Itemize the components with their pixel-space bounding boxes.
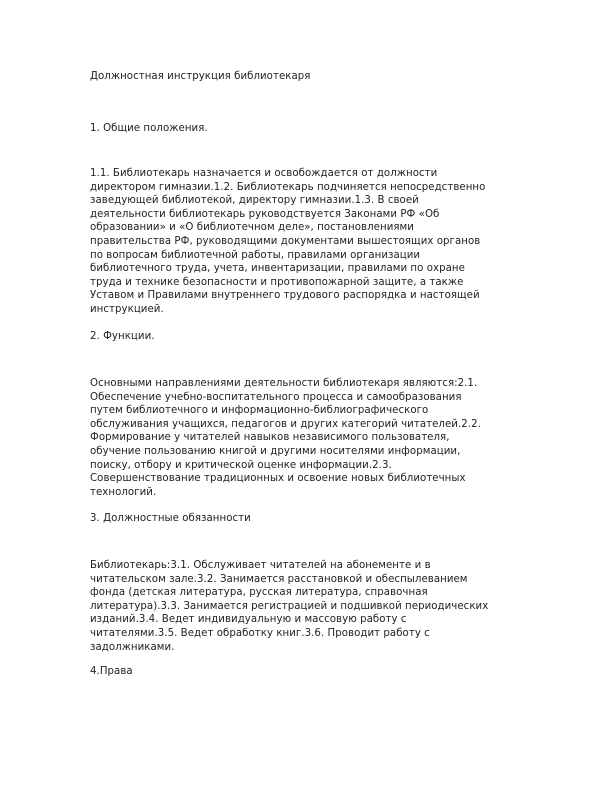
paragraph-line: заведующей библиотекой, директору гимназии.1.3. В своей <box>90 195 419 207</box>
paragraph-line: поиску, отбору и критической оценке информации.2.3. <box>90 459 392 471</box>
section-paragraph-duties <box>90 559 530 654</box>
paragraph-line: Формирование у читателей навыков независимого пользователя, <box>90 432 450 444</box>
paragraph-line: обслуживания учащихся, педагогов и других категорий читателей.2.2. <box>90 418 481 430</box>
paragraph-line: образовании» и «О библиотечном деле», постановлениями <box>90 222 414 234</box>
paragraph-line: библиотечного труда, учета, инвентаризации, правилами по охране <box>90 263 465 275</box>
paragraph-line: по вопросам библиотечной работы, правилами организации <box>90 249 421 261</box>
section-heading-rights: 4.Права <box>90 666 133 677</box>
paragraph-line: Обеспечение учебно-воспитательного процесса и самообразования <box>90 391 462 403</box>
paragraph-line: инструкцией. <box>90 303 164 315</box>
paragraph-line: Основными направлениями деятельности библиотекаря являются:2.1. <box>90 378 478 389</box>
paragraph-line: читательском зале.3.2. Занимается расстановкой и обеспылеванием <box>90 573 468 585</box>
paragraph-line: изданий.3.4. Ведет индивидуальную и массовую работу с <box>90 614 407 626</box>
section-heading-duties: 3. Должностные обязанности <box>90 513 251 524</box>
paragraph-line: деятельности библиотекарь руководствуется Законами РФ «Об <box>90 208 440 220</box>
paragraph-line: технологий. <box>90 486 157 498</box>
paragraph-line: правительства РФ, руководящими документами вышестоящих органов <box>90 235 481 247</box>
section-paragraph-general-provisions <box>90 167 530 317</box>
paragraph-line: труда и технике безопасности и противопожарной защите, а также <box>90 276 464 288</box>
paragraph-line: 1.1. Библиотекарь назначается и освобождается от должности <box>90 168 438 179</box>
paragraph-line: литература).3.3. Занимается регистрацией и подшивкой периодических <box>90 600 489 612</box>
section-heading-functions: 2. Функции. <box>90 331 155 342</box>
paragraph-line: Уставом и Правилами внутреннего трудового распорядка и настоящей <box>90 290 480 302</box>
section-paragraph-functions <box>90 377 530 499</box>
document-title: Должностная инструкция библиотекаря <box>90 71 311 82</box>
paragraph-line: читателями.3.5. Ведет обработку книг.3.6. Проводит работу с <box>90 627 430 639</box>
section-heading-general-provisions: 1. Общие положения. <box>90 123 208 134</box>
paragraph-line: задолжниками. <box>90 641 175 653</box>
paragraph-line: обучение пользованию книгой и другими носителями информации, <box>90 445 461 457</box>
paragraph-line: директором гимназии.1.2. Библиотекарь подчиняется непосредственно <box>90 181 486 193</box>
paragraph-line: путем библиотечного и информационно-библиографического <box>90 405 429 417</box>
paragraph-line: Совершенствование традиционных и освоение новых библиотечных <box>90 473 466 485</box>
paragraph-line: фонда (детская литература, русская литература, справочная <box>90 587 428 599</box>
paragraph-line: Библиотекарь:3.1. Обслуживает читателей на абонементе и в <box>90 560 431 571</box>
